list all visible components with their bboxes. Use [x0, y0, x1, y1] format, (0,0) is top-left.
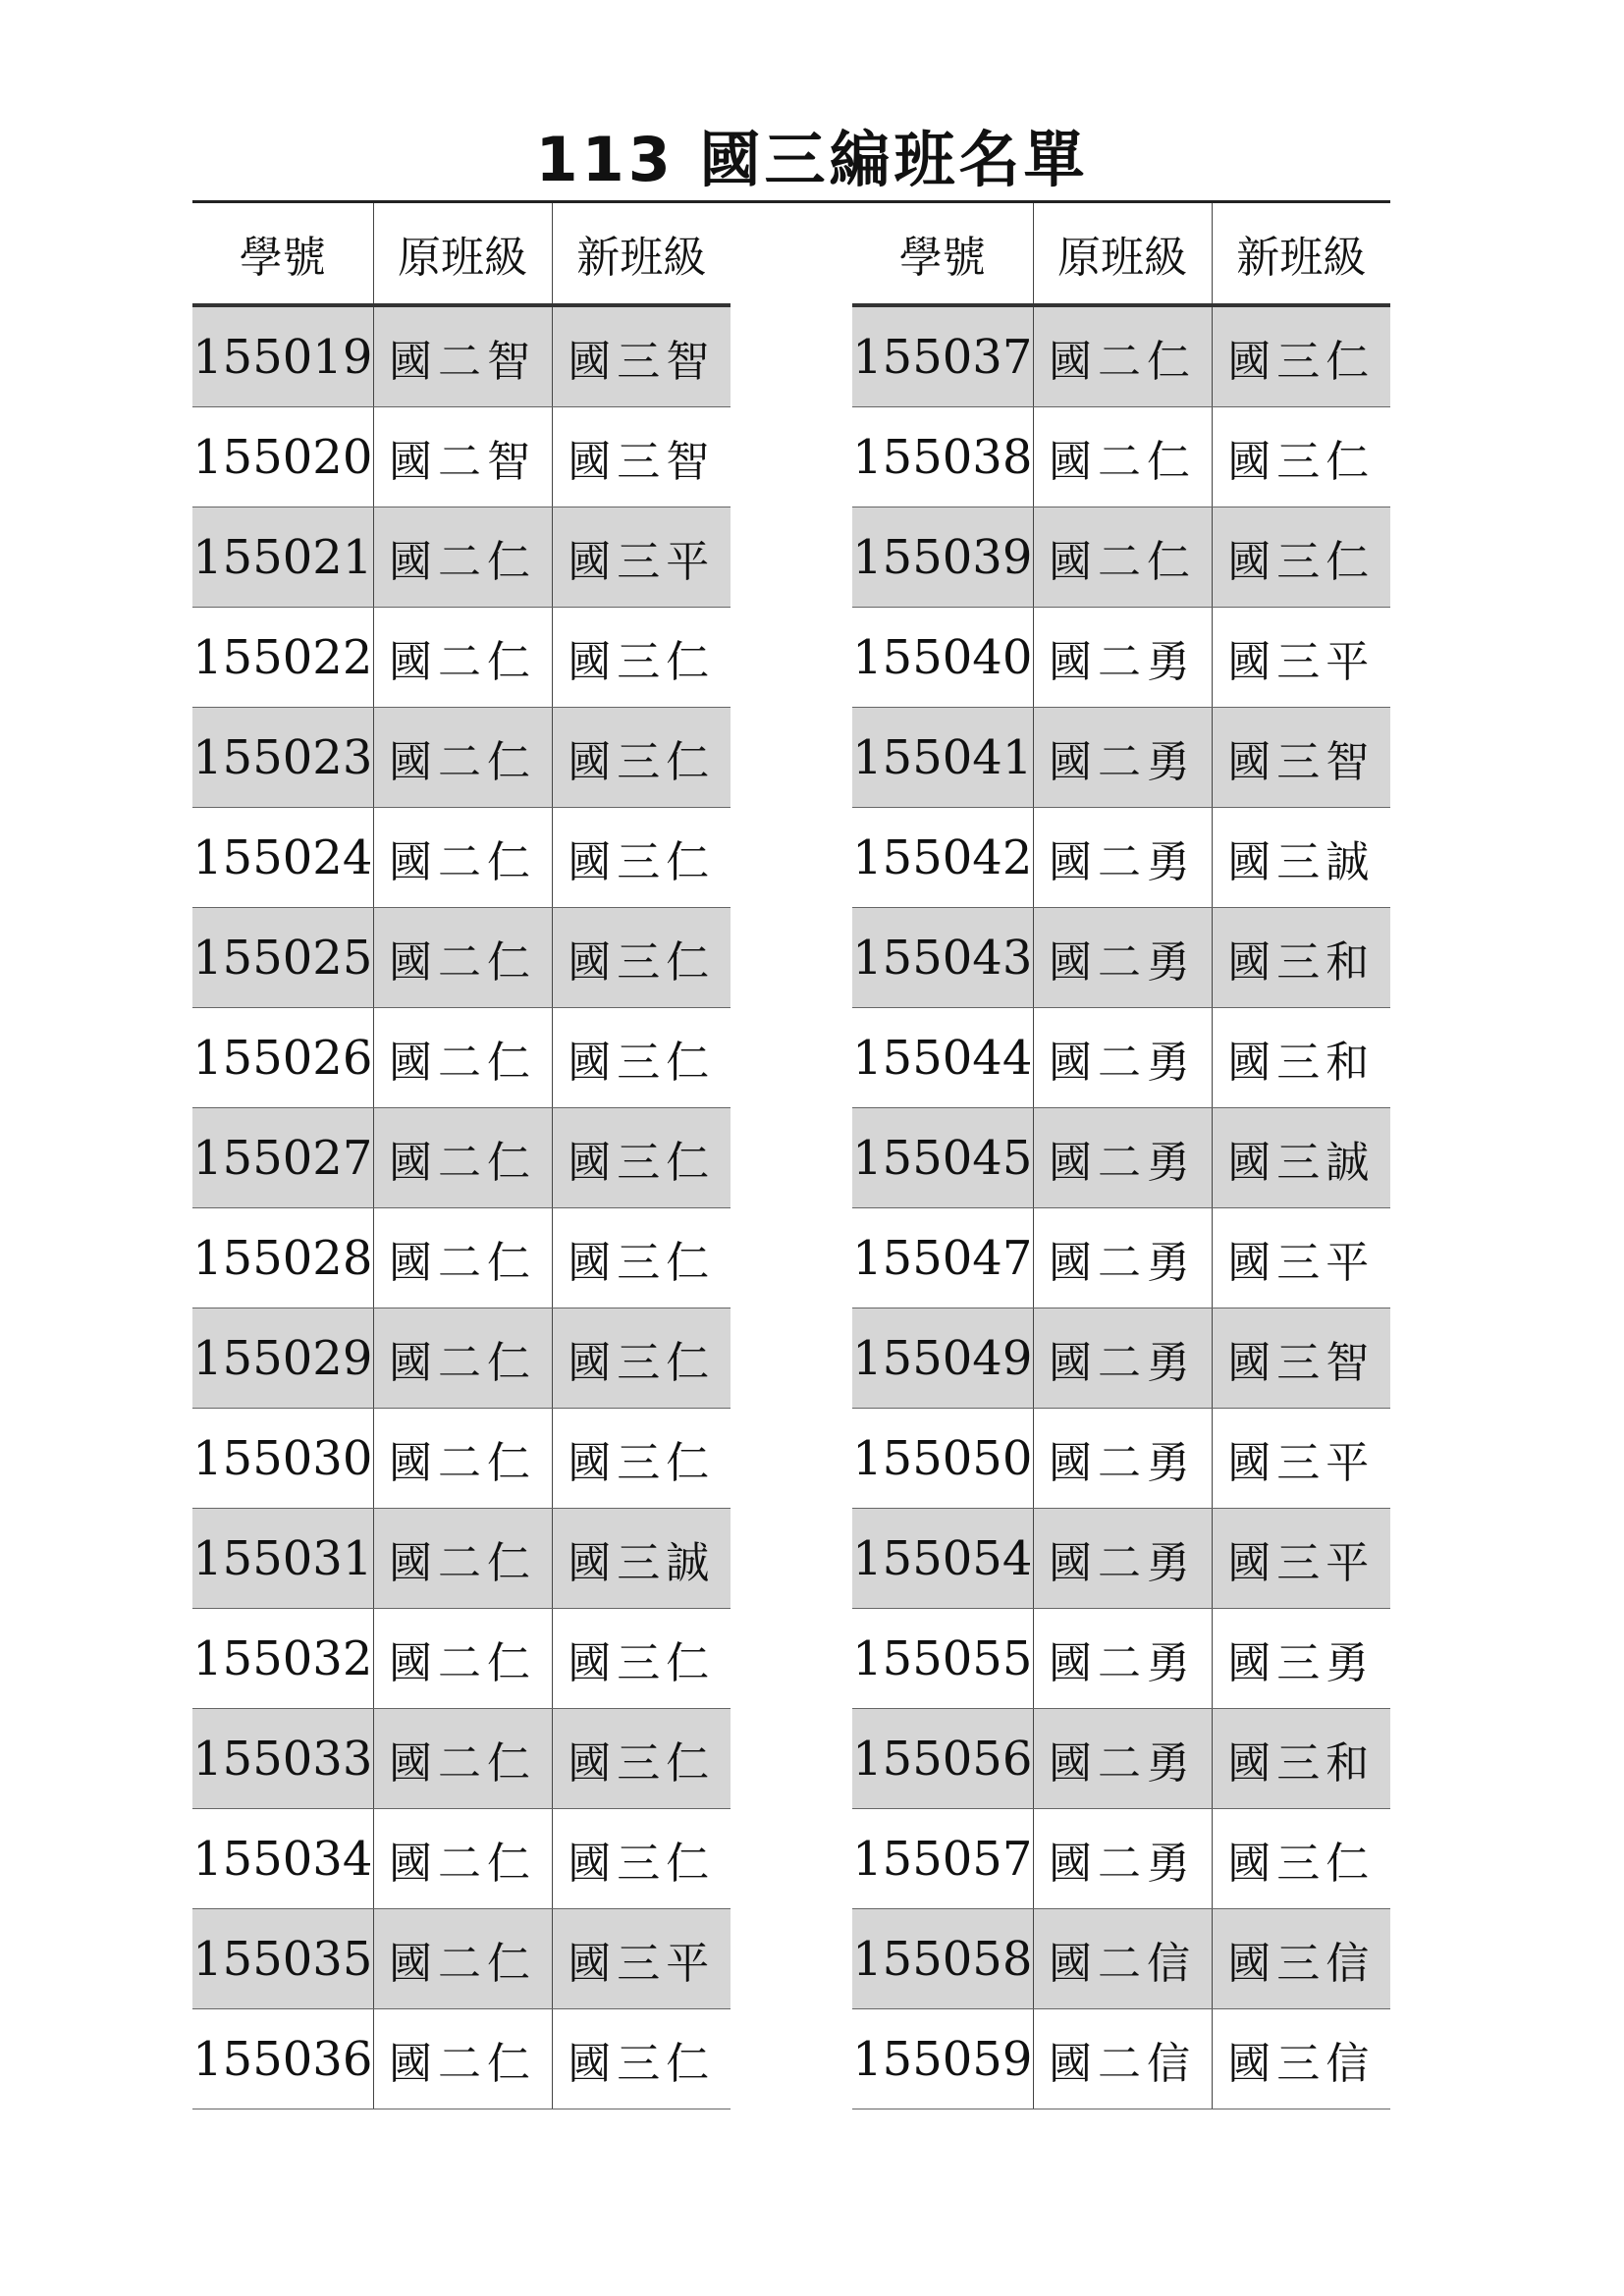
new-class-cell: 國三誠: [1212, 808, 1390, 908]
table-row: [852, 708, 1390, 808]
table-row: [192, 1308, 731, 1409]
table-row: [192, 305, 731, 407]
header-new-class: 新班級: [552, 203, 731, 305]
student-id-cell: 155037: [852, 305, 1033, 407]
new-class-cell: 國三勇: [1212, 1609, 1390, 1709]
new-class-cell: 國三和: [1212, 1709, 1390, 1809]
new-class-cell: 國三仁: [552, 1308, 731, 1409]
header-original-class: 原班級: [373, 203, 552, 305]
student-id-cell: 155036: [192, 2009, 373, 2109]
new-class-cell: 國三仁: [552, 1409, 731, 1509]
table-row: [852, 1108, 1390, 1208]
new-class-cell: 國三仁: [552, 908, 731, 1008]
original-class-cell: 國二勇: [1033, 1709, 1212, 1809]
table-row: [852, 1809, 1390, 1909]
table-row: [192, 1609, 731, 1709]
table-row: [852, 1709, 1390, 1809]
student-id-cell: 155019: [192, 305, 373, 407]
original-class-cell: 國二勇: [1033, 1108, 1212, 1208]
table-row: [852, 407, 1390, 507]
student-id-cell: 155035: [192, 1909, 373, 2009]
table-row: [852, 808, 1390, 908]
header-new-class: 新班級: [1212, 203, 1390, 305]
original-class-cell: 國二仁: [373, 1509, 552, 1609]
original-class-cell: 國二智: [373, 407, 552, 507]
table-row: [192, 1108, 731, 1208]
table-row: [852, 1409, 1390, 1509]
table-row: [852, 908, 1390, 1008]
table-row: [192, 507, 731, 608]
original-class-cell: 國二勇: [1033, 608, 1212, 708]
original-class-cell: 國二勇: [1033, 1509, 1212, 1609]
table-row: [852, 608, 1390, 708]
table-row: [192, 1208, 731, 1308]
header-student-id: 學號: [192, 203, 373, 305]
original-class-cell: 國二信: [1033, 2009, 1212, 2109]
original-class-cell: 國二仁: [373, 1208, 552, 1308]
new-class-cell: 國三智: [1212, 1308, 1390, 1409]
student-id-cell: 155022: [192, 608, 373, 708]
student-id-cell: 155032: [192, 1609, 373, 1709]
student-id-cell: 155030: [192, 1409, 373, 1509]
page-title: 113 國三編班名單: [535, 124, 1089, 195]
original-class-cell: 國二仁: [373, 2009, 552, 2109]
student-id-cell: 155029: [192, 1308, 373, 1409]
student-id-cell: 155031: [192, 1509, 373, 1609]
student-id-cell: 155044: [852, 1008, 1033, 1108]
new-class-cell: 國三仁: [552, 1809, 731, 1909]
original-class-cell: 國二仁: [1033, 507, 1212, 608]
original-class-cell: 國二勇: [1033, 1308, 1212, 1409]
new-class-cell: 國三平: [552, 1909, 731, 2009]
new-class-cell: 國三誠: [552, 1509, 731, 1609]
original-class-cell: 國二仁: [1033, 407, 1212, 507]
new-class-cell: 國三仁: [552, 1108, 731, 1208]
original-class-cell: 國二仁: [373, 1108, 552, 1208]
original-class-cell: 國二智: [373, 305, 552, 407]
student-id-cell: 155033: [192, 1709, 373, 1809]
new-class-cell: 國三仁: [1212, 1809, 1390, 1909]
student-id-cell: 155040: [852, 608, 1033, 708]
table-row: [852, 1609, 1390, 1709]
student-id-cell: 155057: [852, 1809, 1033, 1909]
new-class-cell: 國三誠: [1212, 1108, 1390, 1208]
table-row: [852, 1308, 1390, 1409]
new-class-cell: 國三信: [1212, 1909, 1390, 2009]
roster-table-left: [192, 203, 731, 2109]
new-class-cell: 國三平: [1212, 1409, 1390, 1509]
student-id-cell: 155026: [192, 1008, 373, 1108]
header-row: [852, 203, 1390, 305]
table-row: [192, 1909, 731, 2009]
table-row: [852, 2009, 1390, 2109]
new-class-cell: 國三和: [1212, 1008, 1390, 1108]
student-id-cell: 155034: [192, 1809, 373, 1909]
new-class-cell: 國三仁: [1212, 507, 1390, 608]
new-class-cell: 國三仁: [552, 708, 731, 808]
new-class-cell: 國三和: [1212, 908, 1390, 1008]
table-row: [192, 608, 731, 708]
new-class-cell: 國三智: [552, 305, 731, 407]
table-row: [192, 407, 731, 507]
original-class-cell: 國二勇: [1033, 1609, 1212, 1709]
original-class-cell: 國二仁: [1033, 305, 1212, 407]
original-class-cell: 國二仁: [373, 1609, 552, 1709]
original-class-cell: 國二信: [1033, 1909, 1212, 2009]
new-class-cell: 國三仁: [1212, 407, 1390, 507]
new-class-cell: 國三仁: [552, 2009, 731, 2109]
student-id-cell: 155020: [192, 407, 373, 507]
student-id-cell: 155027: [192, 1108, 373, 1208]
table-row: [192, 1809, 731, 1909]
table-row: [192, 808, 731, 908]
table-row: [852, 305, 1390, 407]
student-id-cell: 155038: [852, 407, 1033, 507]
student-id-cell: 155049: [852, 1308, 1033, 1409]
student-id-cell: 155054: [852, 1509, 1033, 1609]
new-class-cell: 國三智: [552, 407, 731, 507]
student-id-cell: 155043: [852, 908, 1033, 1008]
table-row: [852, 1208, 1390, 1308]
student-id-cell: 155045: [852, 1108, 1033, 1208]
original-class-cell: 國二仁: [373, 1809, 552, 1909]
original-class-cell: 國二勇: [1033, 908, 1212, 1008]
new-class-cell: 國三平: [552, 507, 731, 608]
original-class-cell: 國二仁: [373, 1409, 552, 1509]
new-class-cell: 國三仁: [552, 1609, 731, 1709]
original-class-cell: 國二仁: [373, 708, 552, 808]
original-class-cell: 國二仁: [373, 608, 552, 708]
new-class-cell: 國三仁: [552, 1008, 731, 1108]
table-row: [852, 1909, 1390, 2009]
new-class-cell: 國三仁: [552, 1208, 731, 1308]
student-id-cell: 155056: [852, 1709, 1033, 1809]
new-class-cell: 國三信: [1212, 2009, 1390, 2109]
table-row: [852, 1008, 1390, 1108]
student-id-cell: 155059: [852, 2009, 1033, 2109]
table-row: [852, 1509, 1390, 1609]
new-class-cell: 國三仁: [552, 808, 731, 908]
table-row: [192, 2009, 731, 2109]
student-id-cell: 155047: [852, 1208, 1033, 1308]
student-id-cell: 155041: [852, 708, 1033, 808]
student-id-cell: 155058: [852, 1909, 1033, 2009]
student-id-cell: 155025: [192, 908, 373, 1008]
original-class-cell: 國二仁: [373, 1308, 552, 1409]
student-id-cell: 155023: [192, 708, 373, 808]
original-class-cell: 國二仁: [373, 908, 552, 1008]
original-class-cell: 國二仁: [373, 507, 552, 608]
original-class-cell: 國二勇: [1033, 708, 1212, 808]
student-id-cell: 155028: [192, 1208, 373, 1308]
header-original-class: 原班級: [1033, 203, 1212, 305]
new-class-cell: 國三平: [1212, 608, 1390, 708]
original-class-cell: 國二勇: [1033, 1809, 1212, 1909]
table-row: [192, 908, 731, 1008]
table-row: [192, 1008, 731, 1108]
original-class-cell: 國二仁: [373, 1008, 552, 1108]
student-id-cell: 155042: [852, 808, 1033, 908]
student-id-cell: 155050: [852, 1409, 1033, 1509]
original-class-cell: 國二仁: [373, 1909, 552, 2009]
original-class-cell: 國二仁: [373, 808, 552, 908]
new-class-cell: 國三仁: [1212, 305, 1390, 407]
student-id-cell: 155021: [192, 507, 373, 608]
table-row: [192, 1709, 731, 1809]
new-class-cell: 國三仁: [552, 1709, 731, 1809]
original-class-cell: 國二勇: [1033, 808, 1212, 908]
new-class-cell: 國三平: [1212, 1208, 1390, 1308]
table-row: [192, 708, 731, 808]
original-class-cell: 國二勇: [1033, 1409, 1212, 1509]
roster-table-right: [852, 203, 1390, 2109]
new-class-cell: 國三平: [1212, 1509, 1390, 1609]
header-student-id: 學號: [852, 203, 1033, 305]
new-class-cell: 國三智: [1212, 708, 1390, 808]
student-id-cell: 155039: [852, 507, 1033, 608]
table-row: [192, 1509, 731, 1609]
table-row: [192, 1409, 731, 1509]
table-row: [852, 507, 1390, 608]
header-row: [192, 203, 731, 305]
new-class-cell: 國三仁: [552, 608, 731, 708]
student-id-cell: 155055: [852, 1609, 1033, 1709]
student-id-cell: 155024: [192, 808, 373, 908]
original-class-cell: 國二勇: [1033, 1208, 1212, 1308]
original-class-cell: 國二仁: [373, 1709, 552, 1809]
original-class-cell: 國二勇: [1033, 1008, 1212, 1108]
